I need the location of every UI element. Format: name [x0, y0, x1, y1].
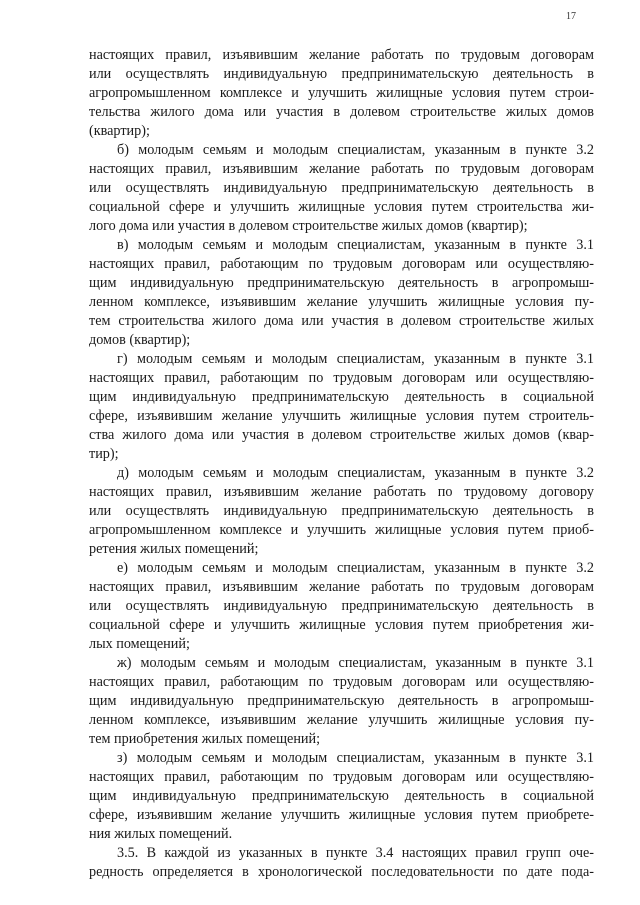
paragraph	[89, 141, 594, 236]
text-line: лых помещений;	[89, 636, 190, 652]
paragraph	[89, 559, 594, 654]
text-line: ния жилых помещений.	[89, 826, 233, 842]
text-line: агропромышленном комплексе и улучшить жилищные условия путем приоб-	[89, 522, 594, 538]
text-line: 3.5. В каждой из указанных в пункте 3.4 настоящих правил групп оче-	[117, 845, 594, 861]
text-line: тельства жилого дома или участия в долевом строительстве жилых домов	[89, 104, 594, 120]
paragraph	[89, 46, 594, 141]
text-line: настоящих правил, работающим по трудовым договорам или осуществляю-	[89, 769, 594, 785]
text-line: щим индивидуальную предпринимательскую деятельность в агропромыш-	[89, 275, 594, 291]
text-line: настоящих правил, изъявившим желание работать по трудовым договорам	[89, 47, 594, 63]
text-line: тем строительства жилого дома или участия в долевом строительстве жилых	[89, 313, 594, 329]
text-line: или осуществлять индивидуальную предпринимательскую деятельность в	[89, 503, 594, 519]
paragraph	[89, 749, 594, 844]
text-line: агропромышленном комплексе и улучшить жилищные условия путем строи-	[89, 85, 594, 101]
page-number: 17	[566, 11, 576, 22]
text-line: или осуществлять индивидуальную предпринимательскую деятельность в	[89, 598, 594, 614]
text-line: ж) молодым семьям и молодым специалистам, указанным в пункте 3.1	[117, 655, 594, 671]
text-line: д) молодым семьям и молодым специалистам, указанным в пункте 3.2	[117, 465, 594, 481]
text-line: настоящих правил, работающим по трудовым договорам или осуществляю-	[89, 674, 594, 690]
text-line: редность определяется в хронологической последовательности по дате пода-	[89, 864, 594, 880]
text-line: щим индивидуальную предпринимательскую деятельность в агропромыш-	[89, 693, 594, 709]
text-line: ретения жилых помещений;	[89, 541, 259, 557]
text-line: г) молодым семьям и молодым специалистам, указанным в пункте 3.1	[117, 351, 594, 367]
text-line: настоящих правил, изъявившим желание работать по трудовым договорам	[89, 161, 594, 177]
text-line: домов (квартир);	[89, 332, 191, 348]
text-line: з) молодым семьям и молодым специалистам, указанным в пункте 3.1	[117, 750, 594, 766]
text-line: ленном комплексе, изъявившим желание улучшить жилищные условия пу-	[89, 712, 594, 728]
text-line: в) молодым семьям и молодым специалистам, указанным в пункте 3.1	[117, 237, 594, 253]
paragraph	[89, 236, 594, 350]
text-line: е) молодым семьям и молодым специалистам, указанным в пункте 3.2	[117, 560, 594, 576]
text-line: настоящих правил, работающим по трудовым договорам или осуществляю-	[89, 370, 594, 386]
paragraph	[89, 464, 594, 559]
text-line: щим индивидуальную предпринимательскую деятельность в социальной	[89, 389, 594, 405]
text-line: ленном комплексе, изъявившим желание улучшить жилищные условия пу-	[89, 294, 594, 310]
text-line: щим индивидуальную предпринимательскую деятельность в социальной	[89, 788, 594, 804]
text-line: тем приобретения жилых помещений;	[89, 731, 321, 747]
text-line: или осуществлять индивидуальную предпринимательскую деятельность в	[89, 66, 594, 82]
paragraph	[89, 844, 594, 882]
paragraph	[89, 654, 594, 749]
text-line: настоящих правил, работающим по трудовым договорам или осуществляю-	[89, 256, 594, 272]
text-line: ства жилого дома или участия в долевом строительстве жилых домов (квар-	[89, 427, 594, 443]
document-body	[89, 46, 594, 882]
text-line: лого дома или участия в долевом строительстве жилых домов (квартир);	[89, 218, 528, 234]
text-line: б) молодым семьям и молодым специалистам, указанным в пункте 3.2	[117, 142, 594, 158]
text-line: настоящих правил, изъявившим желание работать по трудовым договорам	[89, 579, 594, 595]
text-line: сфере, изъявившим желание улучшить жилищные условия путем строитель-	[89, 408, 594, 424]
paragraph	[89, 350, 594, 464]
text-line: или осуществлять индивидуальную предпринимательскую деятельность в	[89, 180, 594, 196]
text-line: сфере, изъявившим желание улучшить жилищные условия путем приобрете-	[89, 807, 594, 823]
text-line: социальной сфере и улучшить жилищные условия путем строительства жи-	[89, 199, 594, 215]
text-line: (квартир);	[89, 123, 150, 139]
text-line: социальной сфере и улучшить жилищные условия путем приобретения жи-	[89, 617, 594, 633]
text-line: настоящих правил, изъявившим желание работать по трудовому договору	[89, 484, 594, 500]
text-line: тир);	[89, 446, 119, 462]
